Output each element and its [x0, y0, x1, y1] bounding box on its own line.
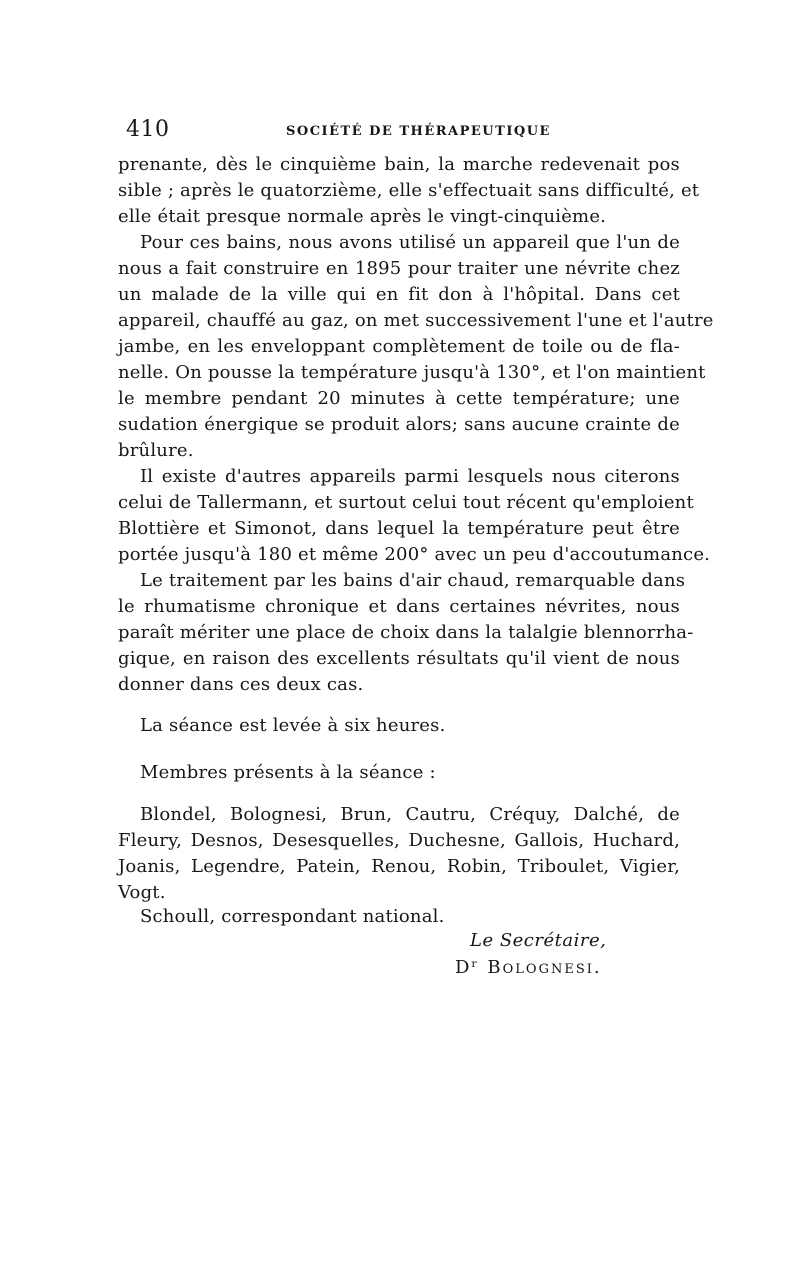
- text-line: Schoull, correspondant national.: [140, 906, 445, 927]
- text-line: Blondel, Bolognesi, Brun, Cautru, Créquy, Dalché, de: [140, 804, 680, 825]
- page-number: 410: [126, 117, 170, 142]
- text-line: Le traitement par les bains d'air chaud, remarquable dans: [140, 570, 686, 591]
- text-line: sible ; après le quatorzième, elle s'effectuait sans difficulté, et: [118, 180, 700, 201]
- text-line: Il existe d'autres appareils parmi lesquels nous citerons: [140, 466, 680, 487]
- text-line: La séance est levée à six heures.: [140, 715, 446, 736]
- text-line: le membre pendant 20 minutes à cette température; une: [118, 388, 680, 409]
- text-line: brûlure.: [118, 440, 194, 461]
- text-line: Fleury, Desnos, Desesquelles, Duchesne, Gallois, Huchard,: [118, 830, 680, 851]
- text-line: portée jusqu'à 180 et même 200° avec un peu d'accoutumance.: [118, 544, 711, 565]
- text-line: Joanis, Legendre, Patein, Renou, Robin, Triboulet, Vigier,: [118, 856, 680, 877]
- text-line: Vogt.: [118, 882, 166, 903]
- running-title: SOCIÉTÉ DE THÉRAPEUTIQUE: [286, 124, 551, 139]
- text-line: un malade de la ville qui en fit don à l'hôpital. Dans cet: [118, 284, 680, 305]
- text-line: jambe, en les enveloppant complètement de toile ou de fla-: [118, 336, 680, 357]
- text-line: gique, en raison des excellents résultats qu'il vient de nous: [118, 648, 680, 669]
- text-line: Membres présents à la séance :: [140, 762, 436, 783]
- text-line: sudation énergique se produit alors; sans aucune crainte de: [118, 414, 680, 435]
- text-line: donner dans ces deux cas.: [118, 674, 364, 695]
- text-line: elle était presque normale après le vingt-cinquième.: [118, 206, 607, 227]
- signature-title: Le Secrétaire,: [470, 930, 607, 951]
- signature-name: Dʳ Bolognesi.: [455, 957, 602, 978]
- text-line: Blottière et Simonot, dans lequel la température peut être: [118, 518, 680, 539]
- text-line: Pour ces bains, nous avons utilisé un appareil que l'un de: [140, 232, 680, 253]
- text-line: le rhumatisme chronique et dans certaines névrites, nous: [118, 596, 680, 617]
- text-line: nous a fait construire en 1895 pour traiter une névrite chez: [118, 258, 680, 279]
- page-header: [118, 118, 684, 148]
- text-line: paraît mériter une place de choix dans la talalgie blennorrha-: [118, 622, 694, 643]
- text-line: celui de Tallermann, et surtout celui tout récent qu'emploient: [118, 492, 694, 513]
- text-line: nelle. On pousse la température jusqu'à 130°, et l'on maintient: [118, 362, 706, 383]
- text-line: appareil, chauffé au gaz, on met successivement l'une et l'autre: [118, 310, 714, 331]
- text-line: prenante, dès le cinquième bain, la marche redevenait pos: [118, 154, 680, 175]
